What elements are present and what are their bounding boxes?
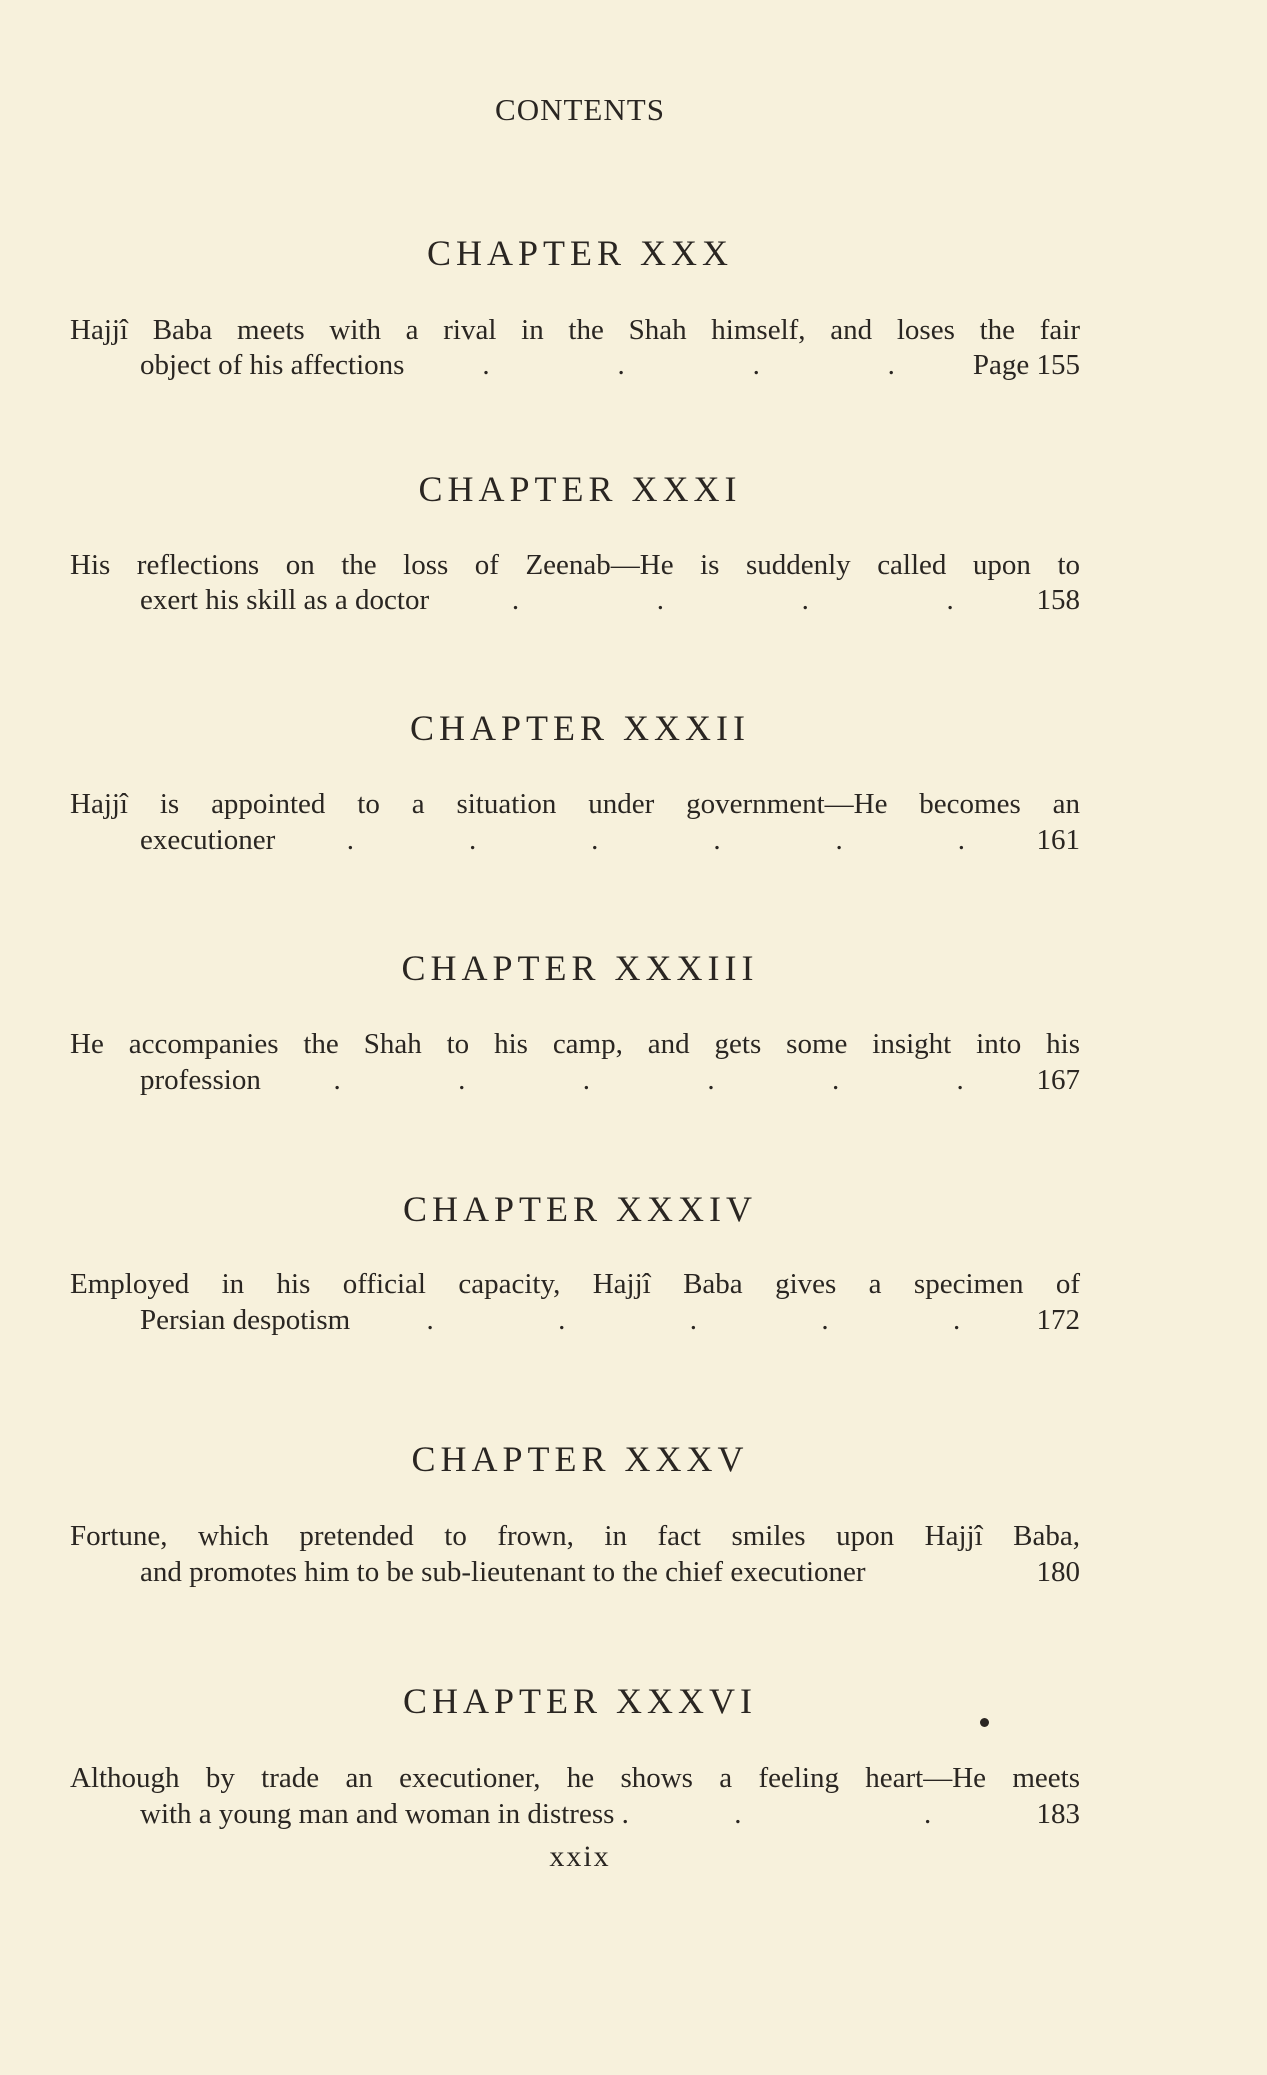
page-number: 183	[1036, 1798, 1080, 1830]
chapter-summary-last-line	[140, 822, 1080, 858]
chapter-summary-line: His reflections on the loss of Zeenab—He is suddenly called upon to	[70, 549, 1080, 581]
chapter-summary-text: and promotes him to be sub-lieutenant to the chief executioner	[140, 1556, 866, 1588]
chapter-summary-last-line	[140, 582, 1080, 618]
dot-leader: . . . . .	[426, 1304, 961, 1336]
chapter-summary-text: profession	[140, 1064, 261, 1096]
ink-speck	[980, 1718, 989, 1727]
chapter-summary-last-line	[140, 1302, 1080, 1338]
chapter-heading: CHAPTER XXXI	[418, 469, 742, 509]
chapter-summary-line: Although by trade an executioner, he shows a feeling heart—He meets	[70, 1762, 1080, 1794]
chapter-heading: CHAPTER XXXIII	[401, 948, 759, 988]
page-number: 167	[1036, 1064, 1080, 1096]
chapter-heading: CHAPTER XXXIV	[402, 1189, 757, 1229]
chapter-summary-text: with a young man and woman in distress .	[140, 1798, 629, 1830]
chapter-summary-text: exert his skill as a doctor	[140, 584, 430, 616]
chapter-heading: CHAPTER XXXV	[411, 1439, 749, 1479]
chapter-summary-last-line	[140, 1554, 1080, 1590]
dot-leader: . .	[734, 1798, 932, 1830]
page-number: 172	[1036, 1304, 1080, 1336]
chapter-summary-text: Persian despotism	[140, 1304, 351, 1336]
chapter-summary-line: Hajjî Baba meets with a rival in the Shah himself, and loses the fair	[70, 314, 1080, 346]
chapter-summary-last-line	[140, 1062, 1080, 1098]
chapter-summary-text: object of his affections	[140, 349, 405, 381]
chapter-summary-line: He accompanies the Shah to his camp, and gets some insight into his	[70, 1028, 1080, 1060]
dot-leader: . . . . . .	[346, 824, 965, 856]
chapter-heading: CHAPTER XXX	[426, 233, 733, 273]
dot-leader: . . . .	[511, 584, 954, 616]
dot-leader: . . . .	[482, 349, 895, 381]
dot-leader: . . . . . .	[333, 1064, 964, 1096]
chapter-heading: CHAPTER XXXII	[410, 708, 750, 748]
chapter-summary-line: Fortune, which pretended to frown, in fact smiles upon Hajjî Baba,	[70, 1520, 1080, 1552]
page-number: Page 155	[972, 349, 1080, 381]
page-number: 158	[1036, 584, 1080, 616]
chapter-summary-line: Hajjî is appointed to a situation under government—He becomes an	[70, 788, 1080, 820]
chapter-summary-line: Employed in his official capacity, Hajjî Baba gives a specimen of	[70, 1268, 1080, 1300]
chapter-summary-last-line	[140, 1796, 1080, 1832]
page-number: 161	[1036, 824, 1080, 856]
running-head: CONTENTS	[495, 92, 665, 127]
folio-number: xxix	[549, 1840, 611, 1873]
chapter-summary-last-line	[140, 347, 1080, 383]
chapter-summary-text: executioner	[140, 824, 276, 856]
chapter-heading: CHAPTER XXXVI	[402, 1681, 757, 1721]
page-number: 180	[1036, 1556, 1080, 1588]
